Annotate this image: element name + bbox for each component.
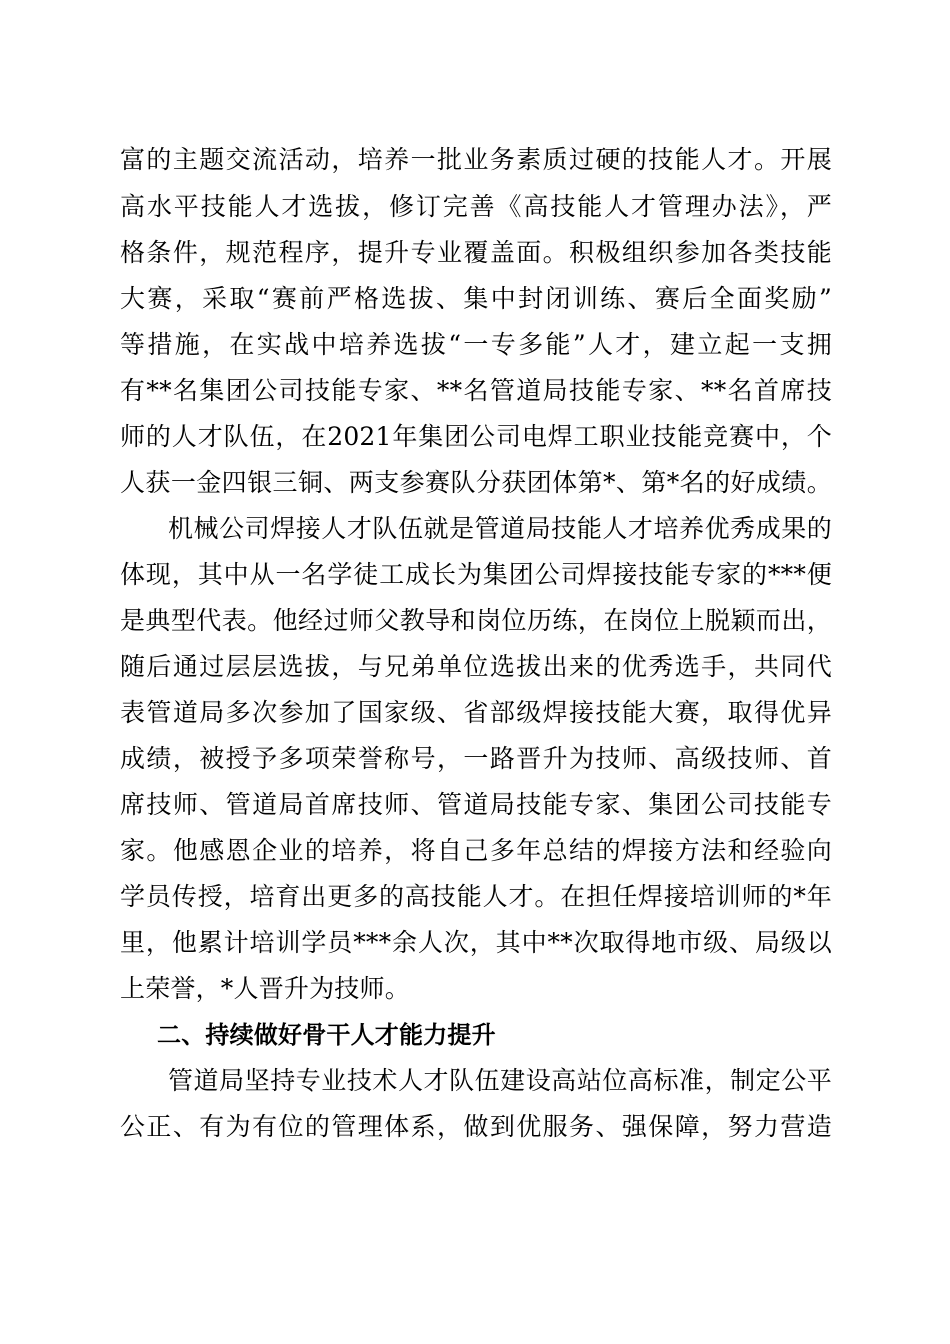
text-line: 席技师、管道局首席技师、管道局技能专家、集团公司技能专	[120, 790, 832, 819]
text-line: 管道局坚持专业技术人才队伍建设高站位高标准，制定公平	[168, 1066, 832, 1095]
text-line: 成绩，被授予多项荣誉称号，一路晋升为技师、高级技师、首	[120, 744, 832, 773]
text-line: 富的主题交流活动，培养一批业务素质过硬的技能人才。开展	[120, 145, 832, 174]
text-line: 人获一金四银三铜、两支参赛队分获团体第*、第*名的好成绩。	[120, 468, 832, 497]
text-line: 高水平技能人才选拔，修订完善《高技能人才管理办法》，严	[120, 192, 832, 221]
text-line: 学员传授，培育出更多的高技能人才。在担任焊接培训师的*年	[120, 882, 832, 911]
text-line: 体现，其中从一名学徒工成长为集团公司焊接技能专家的***便	[120, 560, 832, 589]
text-line: 师的人才队伍，在2021年集团公司电焊工职业技能竞赛中，个	[120, 422, 832, 451]
text-line: 随后通过层层选拔，与兄弟单位选拔出来的优秀选手，共同代	[120, 652, 832, 681]
text-line: 表管道局多次参加了国家级、省部级焊接技能大赛，取得优异	[120, 698, 832, 727]
section-heading: 二、持续做好骨干人才能力提升	[157, 1021, 496, 1049]
text-line: 大赛，采取“赛前严格选拔、集中封闭训练、赛后全面奖励”	[120, 284, 832, 313]
text-line: 有**名集团公司技能专家、**名管道局技能专家、**名首席技	[120, 376, 832, 405]
text-line: 格条件，规范程序，提升专业覆盖面。积极组织参加各类技能	[120, 238, 832, 267]
text-line: 里，他累计培训学员***余人次，其中**次取得地市级、局级以	[120, 928, 832, 957]
text-line: 上荣誉，*人晋升为技师。	[120, 974, 410, 1003]
text-line: 是典型代表。他经过师父教导和岗位历练，在岗位上脱颖而出，	[120, 606, 832, 635]
text-line: 机械公司焊接人才队伍就是管道局技能人才培养优秀成果的	[168, 514, 832, 543]
text-line: 等措施，在实战中培养选拔“一专多能”人才，建立起一支拥	[120, 330, 832, 359]
text-line: 家。他感恩企业的培养，将自己多年总结的焊接方法和经验向	[120, 836, 832, 865]
text-line: 公正、有为有位的管理体系，做到优服务、强保障，努力营造	[120, 1112, 832, 1141]
